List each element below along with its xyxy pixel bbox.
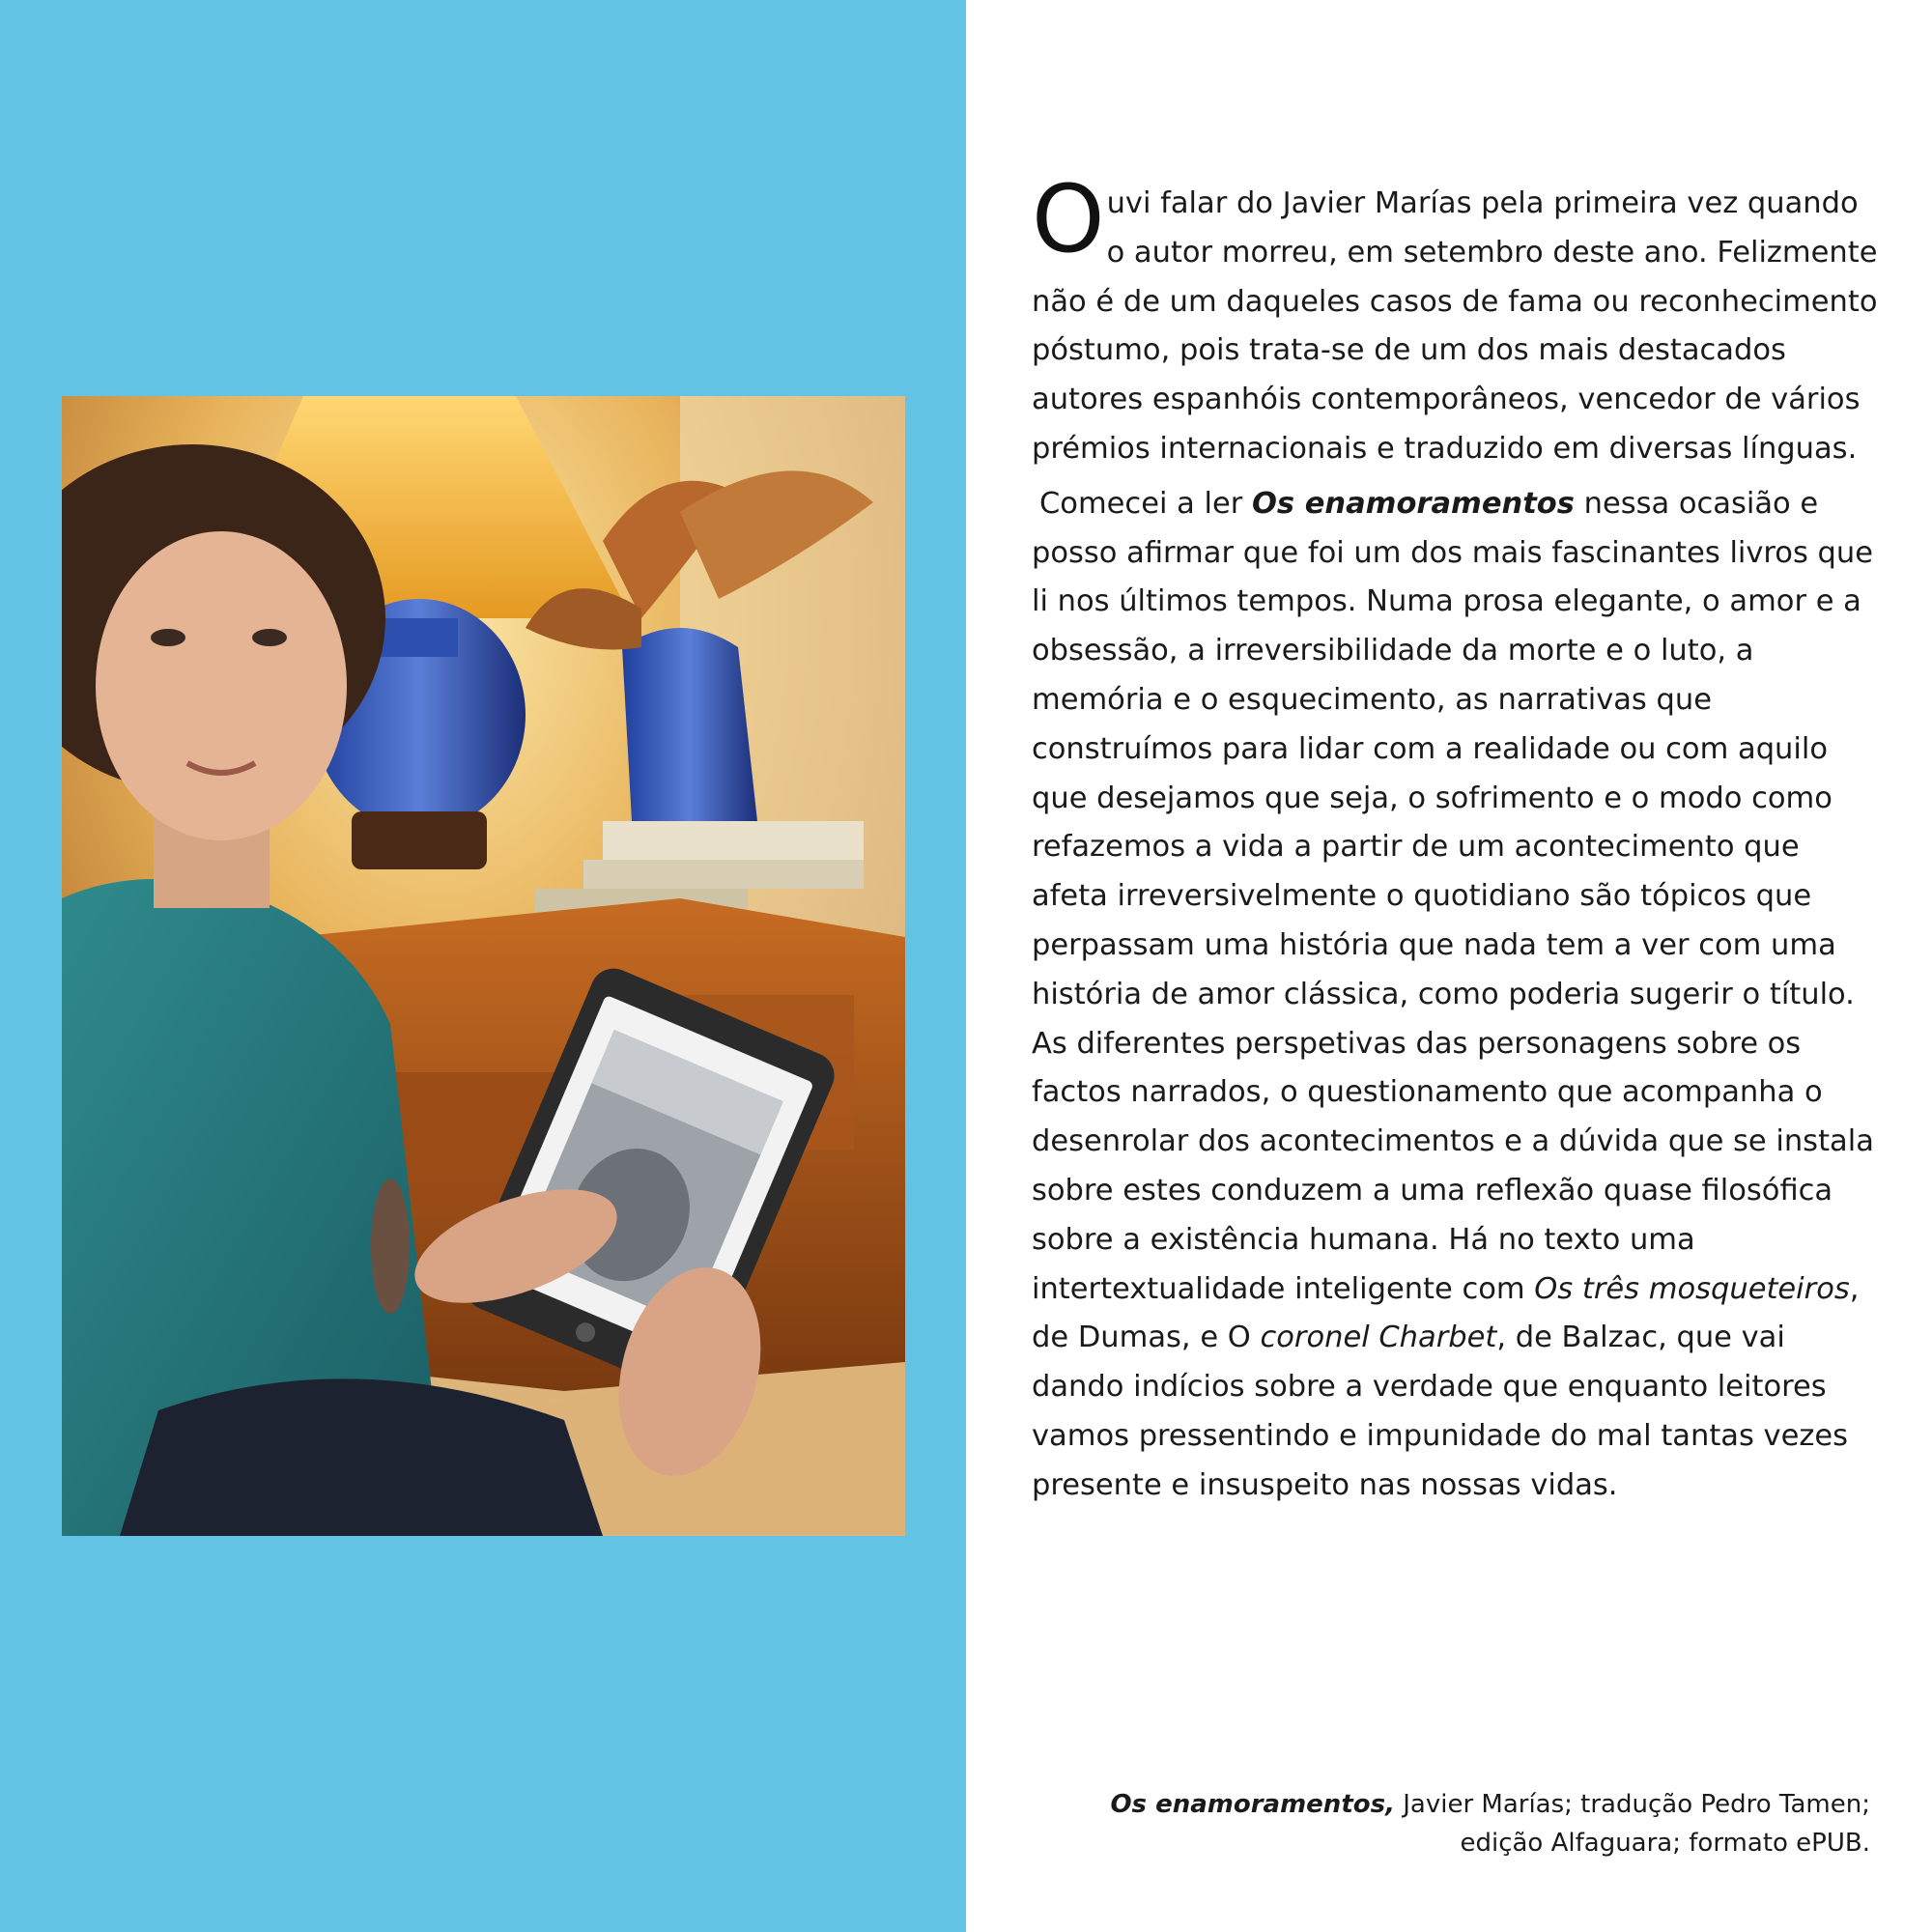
book-reference-details-2: edição Alfaguara; formato ePUB. bbox=[1460, 1829, 1870, 1858]
drop-cap: O bbox=[1032, 165, 1105, 273]
paragraph-2-middle: nessa ocasião e posso afirmar que foi um dos mais fascinantes livros que li nos últimos tempos. Numa prosa elegante, o amor e a obsessão, a irreversibilidade da morte e o luto, a memória e o esquecimento, as narrativas que construímos para lidar com a realidade ou com aquilo que desejamos que seja, o sofrimento e o modo como refazemos a vida a partir de um acontecimento que afeta irreversivelmente o quotidiano são tópicos que perpassam uma história que nada tem a ver com uma história de amor clássica, como poderia sugerir o título. As diferentes perspetivas das personagens sobre os factos narrados, o questionamento que acompanha o desenrolar dos acontecimentos e a dúvida que se instala sobre estes conduzem a uma reflexão quase filosófica sobre a existência humana. Há no texto uma intertextualidade inteligente com bbox=[1032, 486, 1874, 1306]
paragraph-2-end: , de Balzac, que vai dando indícios sobre a verdade que enquanto leitores vamos pressentindo e impunidade do mal tantas vezes presente e insuspeito nas nossas vidas. bbox=[1032, 1321, 1849, 1502]
article-body bbox=[1032, 165, 1882, 1511]
paragraph-1-text: uvi falar do Javier Marías pela primeira vez quando o autor morreu, em setembro deste ano. Felizmente não é de um daqueles casos de fama ou reconhecimento póstumo, pois trata-se de um dos mais destacados autores espanhóis contemporâneos, vencedor de vários prémios internacionais e traduzido em diversas línguas. bbox=[1032, 186, 1878, 466]
reference-balzac-article: O bbox=[1227, 1321, 1261, 1355]
book-reference-line-1 bbox=[1039, 1785, 1870, 1824]
article-paragraph-1 bbox=[1032, 165, 1882, 474]
paragraph-2-start: Comecei a ler bbox=[1039, 486, 1252, 521]
portrait-photo bbox=[62, 396, 905, 1536]
reference-balzac-title: coronel Charbet bbox=[1260, 1321, 1497, 1355]
paragraph-2-middle-2: , de Dumas, e bbox=[1032, 1271, 1860, 1355]
book-reference-title: Os enamoramentos, bbox=[1110, 1790, 1395, 1819]
book-reference bbox=[1039, 1785, 1870, 1862]
book-reference-details-1: Javier Marías; tradução Pedro Tamen; bbox=[1394, 1790, 1870, 1819]
portrait-illustration bbox=[62, 396, 905, 1536]
reference-dumas-title: Os três mosqueteiros bbox=[1534, 1271, 1850, 1306]
book-title-inline: Os enamoramentos bbox=[1252, 486, 1575, 521]
article-paragraph-2 bbox=[1032, 480, 1882, 1511]
